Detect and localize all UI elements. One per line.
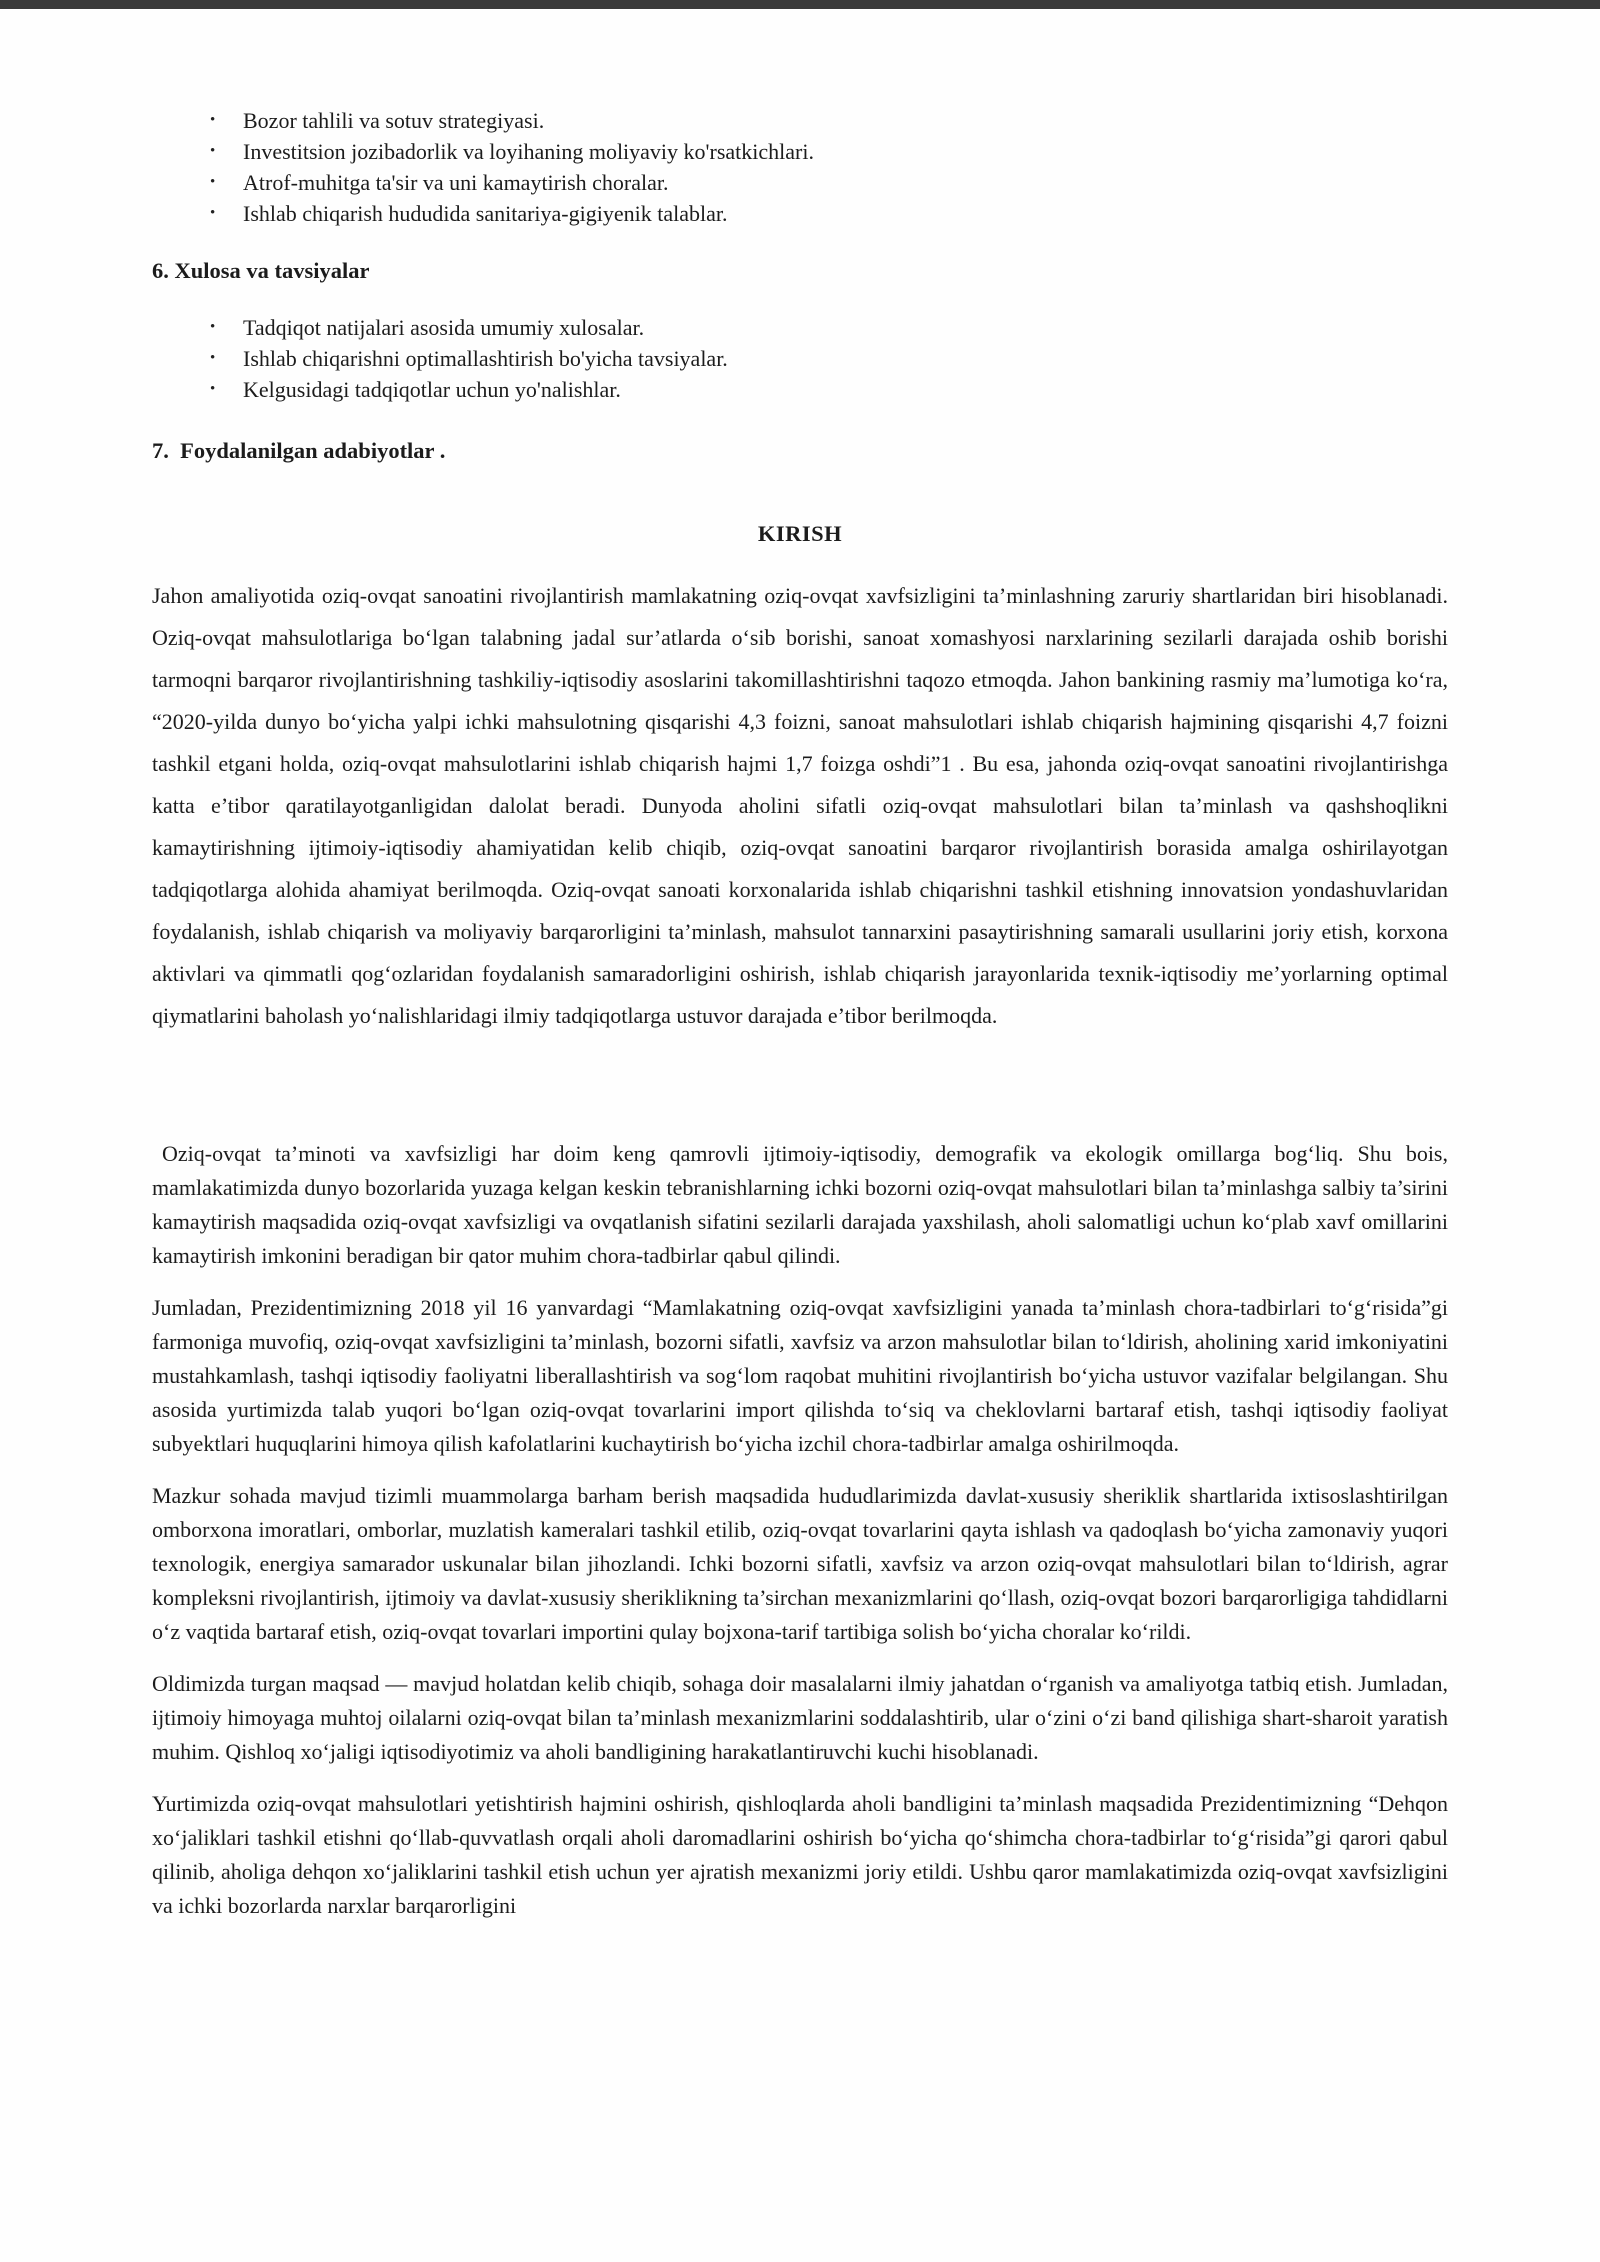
- outline-list-section5: [152, 105, 1448, 229]
- bullet-icon: •: [210, 381, 216, 397]
- bullet-icon: •: [210, 319, 216, 335]
- list-item: [152, 198, 1448, 229]
- list-item-text: Kelgusidagi tadqiqotlar uchun yo'nalishlar.: [243, 377, 621, 402]
- outline-list-section6: [152, 312, 1448, 405]
- paragraph-intro: Jahon amaliyotida oziq-ovqat sanoatini rivojlantirish mamlakatning oziq-ovqat xavfsizligini ta’minlashning zaruriy shartlaridan biri hisoblanadi. Oziq-ovqat mahsulotlariga boʻlgan talabning jadal sur’atlarda oʻsib borishi, sanoat xomashyosi narxlarining sezilarli darajada oshib borishi tarmoqni barqaror rivojlantirishning tashkiliy-iqtisodiy asoslarini takomillashtirishni taqozo etmoqda. Jahon bankining rasmiy ma’lumotiga koʻra, “2020-yilda dunyo boʻyicha yalpi ichki mahsulotning qisqarishi 4,3 foizni, sanoat mahsulotlari ishlab chiqarish hajmining qisqarishi 4,7 foizni tashkil etgani holda, oziq-ovqat mahsulotlarini ishlab chiqarish hajmi 1,7 foizga oshdi”1 . Bu esa, jahonda oziq-ovqat sanoatini rivojlantirishga katta e’tibor qaratilayotganligidan dalolat beradi. Dunyoda aholini sifatli oziq-ovqat mahsulotlari bilan ta’minlash va qashshoqlikni kamaytirishning ijtimoiy-iqtisodiy ahamiyatidan kelib chiqib, oziq-ovqat sanoatini barqaror rivojlantirish borasida amalga oshirilayotgan tadqiqotlarga alohida ahamiyat berilmoqda. Oziq-ovqat sanoati korxonalarida ishlab chiqarishni tashkil etishning innovatsion yondashuvlaridan foydalanish, ishlab chiqarish va moliyaviy barqarorligini ta’minlash, mahsulot tannarxini pasaytirishning samarali usullarini joriy etish, korxona aktivlari va qimmatli qogʻozlaridan foydalanish samaradorligini oshirish, ishlab chiqarish jarayonlarida texnik-iqtisodiy me’yorlarning optimal qiymatlarini baholash yoʻnalishlaridagi ilmiy tadqiqotlarga ustuvor darajada e’tibor berilmoqda.: [152, 583, 1448, 1028]
- list-item-text: Ishlab chiqarishni optimallashtirish bo'yicha tavsiyalar.: [243, 346, 728, 371]
- paragraph-president-decree-2018: Jumladan, Prezidentimizning 2018 yil 16 yanvardagi “Mamlakatning oziq-ovqat xavfsizligini yanada ta’minlash chora-tadbirlari toʻgʻrisida”gi farmoniga muvofiq, oziq-ovqat xavfsizligini ta’minlash, bozorni sifatli, xavfsiz va arzon mahsulotlar bilan toʻldirish, aholining xarid imkoniyatini mustahkamlash, tashqi iqtisodiy faoliyatni liberallashtirish va sogʻlom raqobat muhitini rivojlantirish boʻyicha ustuvor vazifalar belgilangan. Shu asosida yurtimizda talab yuqori boʻlgan oziq-ovqat tovarlarini import qilishda toʻsiq va cheklovlarni bartaraf etish, tashqi iqtisodiy faoliyat subyektlari huquqlarini himoya qilish kafolatlarini kuchaytirish boʻyicha izchil chora-tadbirlar amalga oshirilmoqda.: [152, 1295, 1448, 1456]
- page-top-edge: [0, 0, 1600, 9]
- list-item: [152, 167, 1448, 198]
- section-heading-adabiyotlar: 7. Foydalanilgan adabiyotlar .: [152, 438, 446, 463]
- list-item-text: Atrof-muhitga ta'sir va uni kamaytirish choralar.: [243, 170, 669, 195]
- document-page: [0, 9, 1600, 1923]
- list-item-text: Tadqiqot natijalari asosida umumiy xulosalar.: [243, 315, 645, 340]
- paragraph-infrastructure: Mazkur sohada mavjud tizimli muammolarga barham berish maqsadida hududlarimizda davlat-xususiy sheriklik shartlarida ixtisoslashtirilgan omborxona imoratlari, omborlar, muzlatish kameralari tashkil etilib, oziq-ovqat tovarlarini qayta ishlash va qadoqlash boʻyicha zamonaviy yuqori texnologik, energiya samarador uskunalar bilan jihozlandi. Ichki bozorni sifatli, xavfsiz va arzon oziq-ovqat mahsulotlari bilan toʻldirish, agrar kompleksni rivojlantirish, ijtimoiy va davlat-xususiy sheriklikning ta’sirchan mexanizmlarini qoʻllash, oziq-ovqat bozori barqarorligiga tahdidlarni oʻz vaqtida bartaraf etish, oziq-ovqat tovarlari importini qulay bojxona-tarif tartibiga solish boʻyicha choralar koʻrildi.: [152, 1483, 1448, 1644]
- list-item-text: Investitsion jozibadorlik va loyihaning moliyaviy ko'rsatkichlari.: [243, 139, 814, 164]
- bullet-icon: •: [210, 350, 216, 366]
- bullet-icon: •: [210, 205, 216, 221]
- list-item-text: Ishlab chiqarish hududida sanitariya-gigiyenik talablar.: [243, 201, 728, 226]
- list-item: [152, 312, 1448, 343]
- list-item-text: Bozor tahlili va sotuv strategiyasi.: [243, 108, 545, 133]
- list-item: [152, 105, 1448, 136]
- bullet-icon: •: [210, 143, 216, 159]
- list-item: [152, 343, 1448, 374]
- paragraph-food-security: Oziq-ovqat ta’minoti va xavfsizligi har doim keng qamrovli ijtimoiy-iqtisodiy, demografik va ekologik omillarga bogʻliq. Shu bois, mamlakatimizda dunyo bozorlarida yuzaga kelgan keskin tebranishlarning ichki bozorni oziq-ovqat mahsulotlari bilan ta’minlashga salbiy ta’sirini kamaytirish maqsadida oziq-ovqat xavfsizligi va ovqatlanish sifatini sezilarli darajada yaxshilash, aholi salomatligi uchun koʻplab xavf omillarini kamaytirish imkonini beradigan bir qator muhim chora-tadbirlar qabul qilindi.: [152, 1141, 1448, 1268]
- list-item: [152, 136, 1448, 167]
- bullet-icon: •: [210, 112, 216, 128]
- chapter-title-kirish: KIRISH: [757, 521, 843, 546]
- paragraph-dehqon-farms: Yurtimizda oziq-ovqat mahsulotlari yetishtirish hajmini oshirish, qishloqlarda aholi bandligini ta’minlash maqsadida Prezidentimizning “Dehqon xoʻjaliklari tashkil etishni qoʻllab-quvvatlash orqali aholi daromadlarini oshirish boʻyicha qoʻshimcha chora-tadbirlar toʻgʻrisida”gi qarori qabul qilinib, aholiga dehqon xoʻjaliklarini tashkil etish uchun yer ajratish mexanizmi joriy etildi. Ushbu qaror mamlakatimizda oziq-ovqat xavfsizligini va ichki bozorlarda narxlar barqarorligini: [152, 1791, 1448, 1918]
- paragraph-goals: Oldimizda turgan maqsad — mavjud holatdan kelib chiqib, sohaga doir masalalarni ilmiy jahatdan oʻrganish va amaliyotga tatbiq etish. Jumladan, ijtimoiy himoyaga muhtoj oilalarni oziq-ovqat bilan ta’minlash mexanizmlarini soddalashtirib, ular oʻzini oʻzi band qilishiga shart-sharoit yaratish muhim. Qishloq xoʻjaligi iqtisodiyotimiz va aholi bandligining harakatlantiruvchi kuchi hisoblanadi.: [152, 1671, 1448, 1764]
- list-item: [152, 374, 1448, 405]
- section-heading-xulosa: 6. Xulosa va tavsiyalar: [152, 258, 370, 283]
- bullet-icon: •: [210, 174, 216, 190]
